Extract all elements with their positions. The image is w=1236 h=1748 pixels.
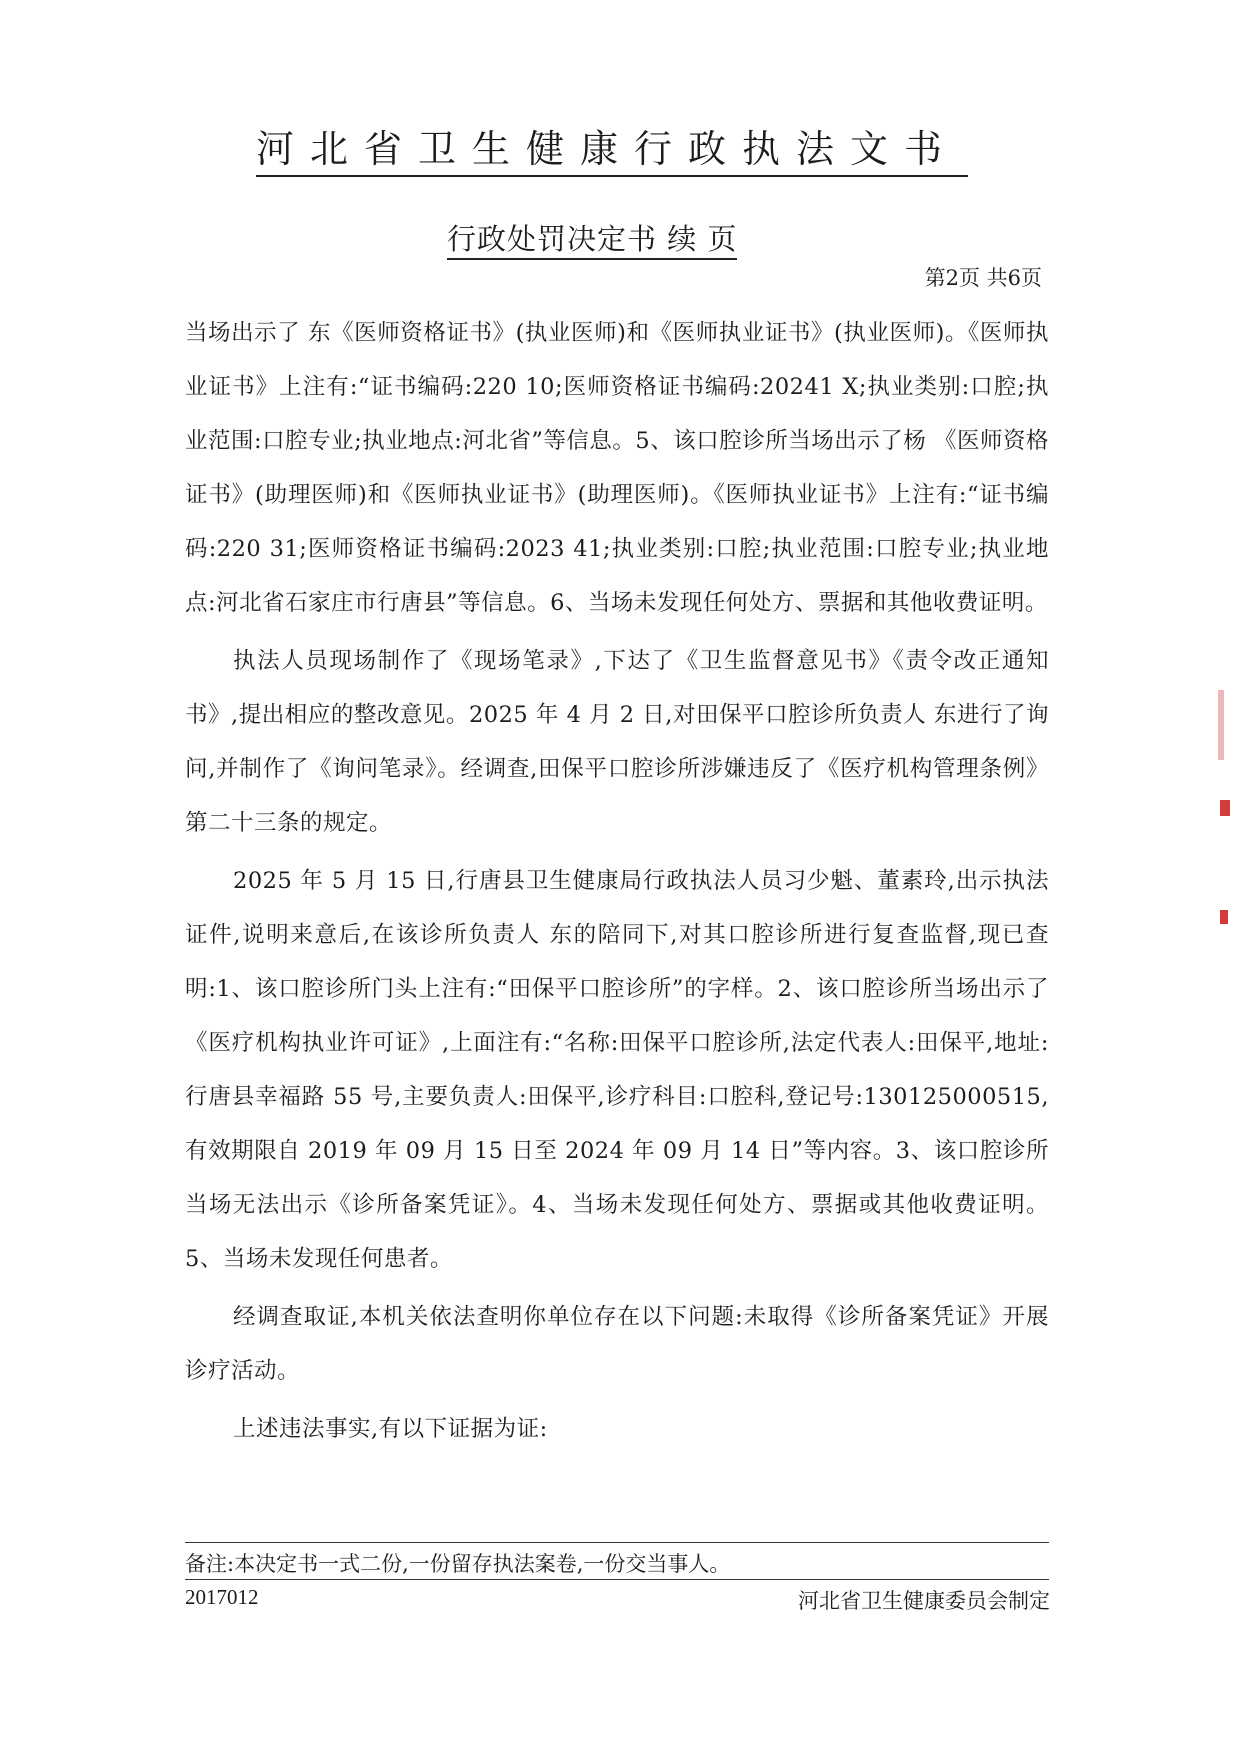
footer-divider-top bbox=[185, 1542, 1049, 1543]
footer-divider-bottom bbox=[185, 1579, 1049, 1580]
form-maker: 河北省卫生健康委员会制定 bbox=[798, 1589, 1050, 1613]
seal-fragment-icon bbox=[1206, 690, 1232, 950]
document-body bbox=[185, 306, 1049, 1456]
paragraph-evidence-intro: 上述违法事实,有以下证据为证: bbox=[233, 1416, 548, 1442]
paragraph-enforcement: 执法人员现场制作了《现场笔录》,下达了《卫生监督意见书》《责令改正通知书》,提出相应的整改意见。2025 年 4 月 2 日,对田保平口腔诊所负责人 东进行了询问,并制作了《询问笔录》。经调查,田保平口腔诊所涉嫌违反了《医疗机构管理条例》第二十三条的规定。 bbox=[185, 648, 1049, 836]
paragraph-findings: 经调查取证,本机关依法查明你单位存在以下问题:未取得《诊所备案凭证》开展诊疗活动。 bbox=[185, 1304, 1049, 1384]
document-subtitle: 行政处罚决定书 续 页 bbox=[447, 220, 737, 260]
footer-remark: 备注:本决定书一式二份,一份留存执法案卷,一份交当事人。 bbox=[185, 1552, 731, 1576]
form-code: 2017012 bbox=[185, 1585, 259, 1609]
paragraph-reinspection: 2025 年 5 月 15 日,行唐县卫生健康局行政执法人员习少魁、董素玲,出示执法证件,说明来意后,在该诊所负责人 东的陪同下,对其口腔诊所进行复查监督,现已查明:1、该口腔诊所门头上注有:“田保平口腔诊所”的字样。2、该口腔诊所当场出示了《医疗机构执业许可证》,上面注有:“名称:田保平口腔诊所,法定代表人:田保平,地址:行唐县幸福路 55 号,主要负责人:田保平,诊疗科目:口腔科,登记号:130125000515,有效期限自 2019 年 09 月 15 日至 2024 年 09 月 14 日”等内容。3、该口腔诊所当场无法出示《诊所备案凭证》。4、当场未发现任何处方、票据或其他收费证明。5、当场未发现任何患者。 bbox=[185, 868, 1049, 1272]
document-title: 河北省卫生健康行政执法文书 bbox=[256, 125, 968, 177]
paragraph-certificates: 当场出示了 东《医师资格证书》(执业医师)和《医师执业证书》(执业医师)。《医师执业证书》上注有:“证书编码:220 10;医师资格证书编码:20241 X;执业类别:口腔;执业范围:口腔专业;执业地点:河北省”等信息。5、该口腔诊所当场出示了杨 《医师资格证书》(助理医师)和《医师执业证书》(助理医师)。《医师执业证书》上注有:“证书编码:220 31;医师资格证书编码:2023 41;执业类别:口腔;执业范围:口腔专业;执业地点:河北省石家庄市行唐县”等信息。6、当场未发现任何处方、票据和其他收费证明。 bbox=[185, 320, 1049, 616]
page-number: 第2页 共6页 bbox=[924, 266, 1042, 290]
